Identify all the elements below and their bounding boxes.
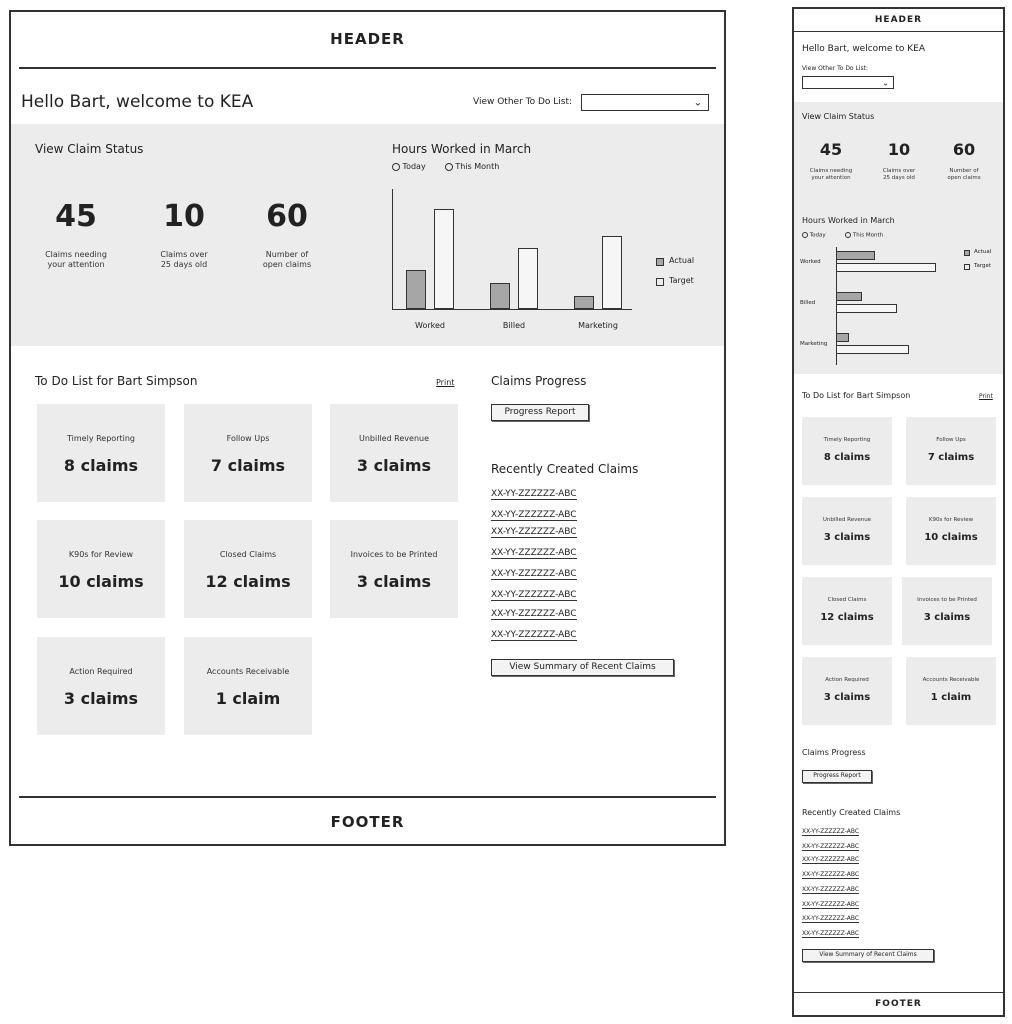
todo-title: To Do List for Bart Simpson (35, 374, 198, 388)
stat-caption: Number of open claims (947, 168, 981, 181)
recent-claim-link[interactable]: XX-YY-ZZZZZZ-ABC (802, 871, 860, 878)
y-tick-label: Billed (800, 300, 816, 306)
chevron-down-icon: ⌄ (882, 78, 889, 87)
tile-label: K90s for Review (68, 550, 134, 559)
tile-value: 12 claims (820, 612, 874, 623)
tile-value: 3 claims (823, 692, 871, 703)
header: HEADER (874, 15, 923, 25)
chevron-down-icon: ⌄ (693, 97, 702, 108)
tile-value: 3 claims (823, 532, 871, 543)
hours-bar-chart (392, 189, 632, 344)
todo-selector-label: View Other To Do List: (802, 65, 869, 72)
range-radio-group (802, 232, 883, 239)
todo-tile[interactable] (906, 417, 996, 485)
todo-tile[interactable] (330, 404, 458, 502)
tile-value: 7 claims (210, 456, 286, 475)
bar-actual-billed (490, 283, 510, 309)
todo-tile[interactable] (184, 520, 312, 618)
radio-today-label: Today (809, 232, 826, 239)
radio-this-month-label: This Month (455, 162, 500, 171)
recent-claim-link[interactable]: XX-YY-ZZZZZZ-ABC (802, 930, 860, 937)
print-link[interactable]: Print (979, 393, 993, 400)
desktop-wireframe (9, 10, 726, 846)
tile-label: Accounts Receivable (922, 677, 980, 683)
legend-actual-label: Actual (974, 249, 992, 255)
tile-value: 1 claim (930, 692, 972, 703)
todo-list-select[interactable] (581, 94, 709, 111)
hours-chart-title: Hours Worked in March (392, 142, 532, 156)
y-tick-label: Marketing (800, 341, 828, 347)
radio-this-month-label: This Month (852, 232, 884, 239)
todo-tile[interactable] (906, 497, 996, 565)
bar-target-billed (836, 304, 897, 313)
recent-claim-link[interactable]: XX-YY-ZZZZZZ-ABC (491, 609, 577, 619)
footer: FOOTER (875, 999, 922, 1009)
tile-label: Follow Ups (936, 437, 966, 443)
todo-tile[interactable] (906, 657, 996, 725)
recent-claim-link[interactable]: XX-YY-ZZZZZZ-ABC (802, 828, 860, 835)
claims-progress-title: Claims Progress (491, 374, 587, 388)
claim-status-panel (794, 102, 1003, 374)
todo-tile[interactable] (802, 417, 892, 485)
legend-target-label: Target (974, 263, 992, 269)
todo-tile[interactable] (802, 577, 892, 645)
legend-target-swatch (964, 264, 970, 270)
tile-value: 3 claims (63, 689, 139, 708)
todo-tile[interactable] (330, 520, 458, 618)
stat-value: 10 (887, 140, 911, 159)
view-summary-button[interactable]: View Summary of Recent Claims (491, 659, 674, 676)
greeting: Hello Bart, welcome to KEA (21, 92, 254, 112)
greeting: Hello Bart, welcome to KEA (802, 44, 925, 54)
bar-target-worked (836, 263, 936, 272)
todo-tile[interactable] (902, 577, 992, 645)
todo-tile[interactable] (184, 404, 312, 502)
bar-target-worked (434, 209, 454, 309)
y-tick-label: Worked (800, 259, 821, 265)
recent-claims-title: Recently Created Claims (802, 808, 901, 817)
recent-claim-link[interactable]: XX-YY-ZZZZZZ-ABC (802, 856, 860, 863)
y-axis (392, 189, 393, 309)
stat-caption: Claims over 25 days old (160, 250, 208, 269)
tile-value: 3 claims (356, 456, 432, 475)
recent-claim-link[interactable]: XX-YY-ZZZZZZ-ABC (802, 915, 860, 922)
tile-label: Action Required (69, 667, 133, 676)
tile-value: 3 claims (356, 572, 432, 591)
x-tick-label: Marketing (578, 321, 618, 330)
legend-actual-swatch (656, 258, 664, 266)
tile-label: Timely Reporting (67, 434, 135, 443)
legend-actual-swatch (964, 250, 970, 256)
stat-value: 45 (819, 140, 843, 159)
tile-label: K90s for Review (928, 517, 974, 523)
footer-divider (794, 992, 1003, 993)
todo-tile[interactable] (802, 497, 892, 565)
radio-today[interactable] (802, 232, 808, 238)
footer-divider (19, 796, 716, 798)
stat-caption: Claims needing your attention (45, 250, 107, 269)
todo-list-select[interactable] (802, 76, 894, 89)
recent-claims-title: Recently Created Claims (491, 462, 639, 476)
recent-claim-link[interactable]: XX-YY-ZZZZZZ-ABC (491, 527, 577, 537)
stat-value: 60 (952, 140, 976, 159)
bar-actual-worked (836, 251, 875, 260)
hours-chart-title: Hours Worked in March (802, 216, 895, 225)
tile-value: 8 claims (823, 452, 871, 463)
todo-title: To Do List for Bart Simpson (802, 391, 911, 400)
stat-value: 45 (55, 199, 97, 234)
tile-label: Closed Claims (219, 550, 277, 559)
tile-label: Accounts Receivable (206, 667, 290, 676)
tile-label: Action Required (825, 677, 869, 683)
radio-this-month[interactable] (445, 163, 453, 171)
legend-target-label: Target (669, 276, 694, 285)
tile-label: Timely Reporting (823, 437, 871, 443)
todo-tile[interactable] (37, 404, 165, 502)
legend-target-swatch (656, 278, 664, 286)
header-divider (19, 67, 716, 69)
bar-actual-worked (406, 270, 426, 309)
tile-value: 12 claims (205, 572, 291, 591)
claim-status-title: View Claim Status (802, 112, 875, 121)
header: HEADER (330, 30, 405, 48)
stat-value: 60 (266, 199, 308, 234)
mobile-wireframe (792, 7, 1005, 1017)
recent-claim-link[interactable]: XX-YY-ZZZZZZ-ABC (491, 510, 577, 520)
todo-tile[interactable] (37, 520, 165, 618)
claim-status-panel (11, 124, 724, 346)
recent-claim-link[interactable]: XX-YY-ZZZZZZ-ABC (491, 590, 577, 600)
tile-label: Invoices to be Printed (350, 550, 438, 559)
tile-label: Unbilled Revenue (358, 434, 430, 443)
recent-claim-link[interactable]: XX-YY-ZZZZZZ-ABC (491, 569, 577, 579)
view-summary-button[interactable]: View Summary of Recent Claims (802, 949, 934, 962)
recent-claim-link[interactable]: XX-YY-ZZZZZZ-ABC (491, 630, 577, 640)
tile-value: 10 claims (924, 532, 978, 543)
bar-actual-billed (836, 292, 862, 301)
x-tick-label: Worked (415, 321, 445, 330)
radio-today-label: Today (402, 162, 426, 171)
tile-value: 8 claims (63, 456, 139, 475)
todo-tile[interactable] (184, 637, 312, 735)
recent-claim-link[interactable]: XX-YY-ZZZZZZ-ABC (802, 843, 860, 850)
tile-label: Closed Claims (827, 597, 867, 603)
recent-claim-link[interactable]: XX-YY-ZZZZZZ-ABC (802, 901, 860, 908)
footer: FOOTER (330, 813, 405, 831)
progress-report-button[interactable]: Progress Report (491, 404, 589, 421)
x-tick-label: Billed (502, 321, 526, 330)
stat-caption: Claims needing your attention (809, 168, 853, 181)
recent-claim-link[interactable]: XX-YY-ZZZZZZ-ABC (491, 489, 577, 499)
todo-tile[interactable] (802, 657, 892, 725)
claims-progress-title: Claims Progress (802, 748, 866, 757)
radio-this-month[interactable] (845, 232, 851, 238)
bar-target-billed (518, 248, 538, 309)
legend-actual-label: Actual (669, 256, 695, 265)
tile-label: Invoices to be Printed (917, 597, 977, 603)
tile-label: Unbilled Revenue (822, 517, 872, 523)
recent-claim-link[interactable]: XX-YY-ZZZZZZ-ABC (491, 548, 577, 558)
hours-hbar-chart (800, 247, 960, 369)
recent-claim-link[interactable]: XX-YY-ZZZZZZ-ABC (802, 886, 860, 893)
radio-today[interactable] (392, 163, 400, 171)
range-radio-group (392, 162, 499, 171)
todo-tile[interactable] (37, 637, 165, 735)
stat-caption: Claims over 25 days old (882, 168, 916, 181)
bar-target-marketing (836, 345, 909, 354)
bar-actual-marketing (574, 296, 594, 309)
tile-label: Follow Ups (226, 434, 270, 443)
x-axis (392, 309, 632, 310)
tile-value: 10 claims (58, 572, 144, 591)
bar-actual-marketing (836, 333, 849, 342)
print-link[interactable]: Print (436, 378, 455, 387)
header-divider (794, 31, 1003, 32)
tile-value: 1 claim (215, 689, 281, 708)
progress-report-button[interactable]: Progress Report (802, 770, 872, 783)
claim-status-title: View Claim Status (35, 142, 144, 156)
tile-value: 3 claims (923, 612, 971, 623)
tile-value: 7 claims (927, 452, 975, 463)
todo-selector-label: View Other To Do List: (473, 97, 573, 107)
stat-caption: Number of open claims (262, 250, 312, 269)
stat-value: 10 (163, 199, 205, 234)
bar-target-marketing (602, 236, 622, 309)
